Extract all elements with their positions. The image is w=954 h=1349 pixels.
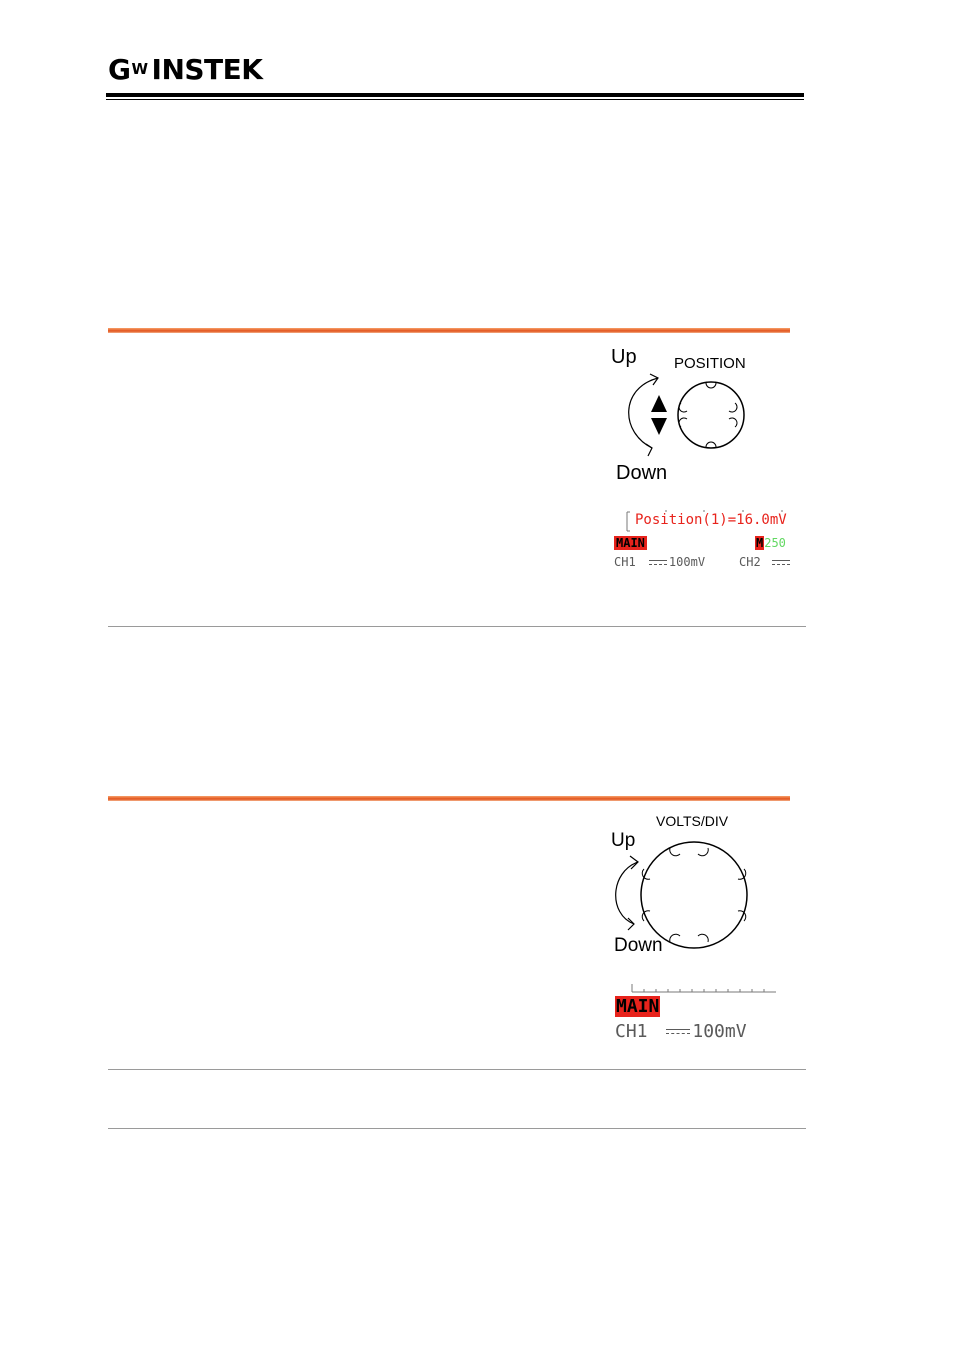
header-rule-thick (106, 93, 804, 97)
header-rule-thin (106, 99, 804, 100)
voltsdiv-knob-icon[interactable] (606, 838, 756, 953)
logo-gw-mark (108, 53, 152, 86)
section-divider-grey-3 (108, 1128, 806, 1129)
position-timebase (755, 536, 786, 550)
logo-g: G (108, 52, 131, 86)
ch1-scale: 100mV (668, 555, 706, 569)
position-readout: Position(1)=16.0mV (635, 512, 787, 528)
dc-coupling-icon (649, 559, 667, 567)
m-badge: M (756, 536, 764, 550)
voltsdiv-screen-grid (628, 982, 778, 994)
voltsdiv-main-badge (615, 996, 660, 1017)
voltsdiv-up-label: Up (611, 830, 636, 851)
timebase-value: 250 (764, 536, 786, 550)
voltsdiv-ch1-status (615, 1021, 747, 1042)
section-divider-orange-1 (108, 328, 790, 333)
main-badge: MAIN (616, 536, 645, 550)
voltsdiv-knob-label: VOLTS/DIV (656, 813, 729, 829)
position-ch2-status (739, 555, 792, 569)
gw-instek-logo (108, 54, 262, 84)
position-knob-icon[interactable] (620, 370, 750, 460)
position-knob-label: POSITION (674, 355, 746, 372)
section-divider-grey-1 (108, 626, 806, 627)
position-main-badge (614, 536, 647, 550)
section-divider-grey-2 (108, 1069, 806, 1070)
ch1-scale: 100mV (692, 1021, 747, 1042)
voltsdiv-down-label: Down (614, 935, 663, 956)
position-up-label: Up (611, 346, 637, 368)
section-divider-orange-2 (108, 796, 790, 801)
position-ch1-status (614, 555, 705, 569)
logo-w: W (131, 59, 148, 78)
dc-coupling-icon (772, 559, 790, 567)
logo-brand-text: INSTEK (151, 52, 263, 86)
ch1-label: CH1 (614, 555, 636, 569)
main-badge: MAIN (616, 996, 660, 1017)
dc-coupling-icon (666, 1028, 690, 1036)
ch1-label: CH1 (615, 1021, 648, 1042)
position-down-label: Down (616, 462, 668, 484)
ch2-label: CH2 (739, 555, 761, 569)
